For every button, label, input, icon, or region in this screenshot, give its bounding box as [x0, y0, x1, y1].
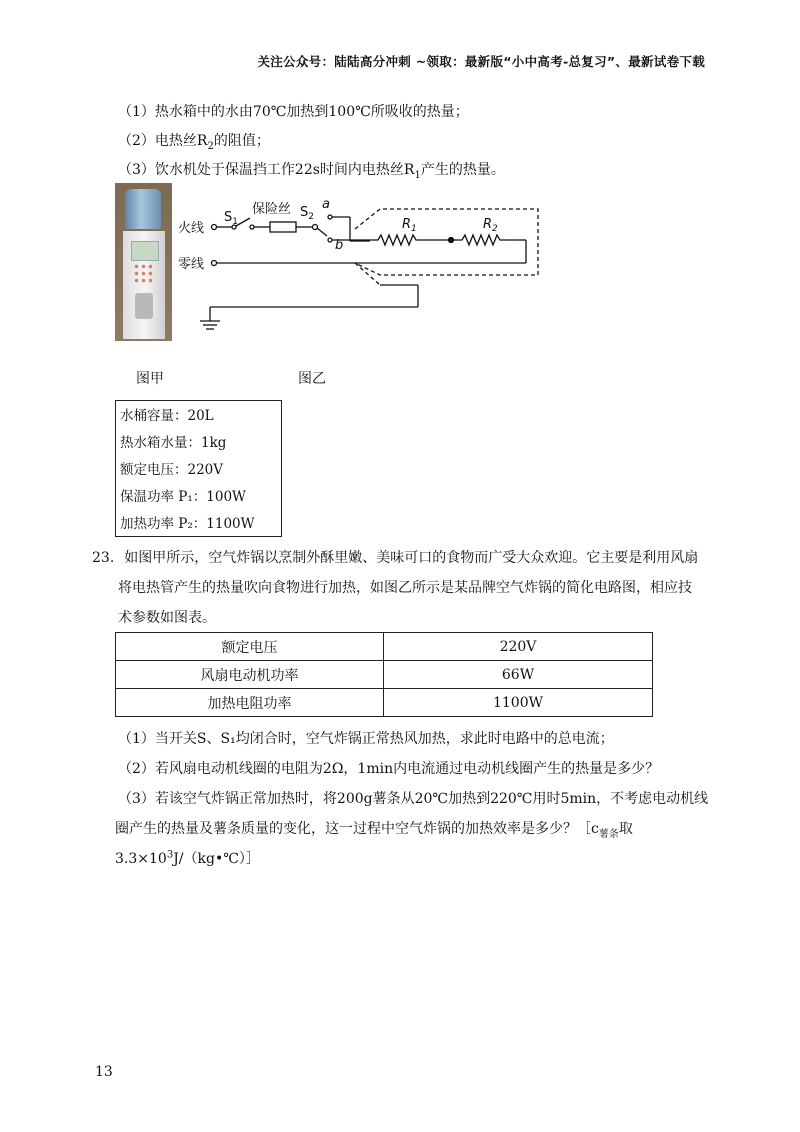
- circuit-diagram: [110, 183, 550, 348]
- q23-sub3-line3: $3.3\times 10^3J/(kg•℃)]$: [115, 849, 260, 867]
- parameter-box: [115, 400, 282, 537]
- q22-sub3: （3）饮水机处于保温挡工作22s时间内电热丝$R_1$产生的热量。: [118, 162, 505, 181]
- q22-sub1: （1）热水箱中的水由70℃加热到100℃所吸收的热量；: [118, 104, 469, 120]
- figure-area: [110, 183, 550, 348]
- table-cell: 220V: [384, 633, 653, 661]
- q23-sub1: （1）当开关S、S₁均闭合时，空气炸锅正常热风加热，求此时电路中的总电流；: [118, 731, 614, 747]
- live-wire-label: 火线: [178, 221, 205, 236]
- q23-sub3-line2: 圈产生的热量及薯条质量的变化，这一过程中空气炸锅的加热效率是多少？$[c_{薯条}$取: [115, 821, 633, 840]
- param-row: 保温功率 P₁：100W: [120, 489, 246, 505]
- contact-a-label: a: [322, 197, 330, 212]
- q23-intro-line1: 23. 如图甲所示，空气炸锅以烹制外酥里嫩、美味可口的食物而广受大众欢迎。它主要是利用风扇: [92, 550, 699, 566]
- switch-s2-label: $S_2$: [300, 205, 314, 222]
- table-cell: 66W: [384, 661, 653, 689]
- table-cell: 额定电压: [116, 633, 384, 661]
- q23-sub3-line1: （3）若该空气炸锅正常加热时，将200g薯条从20℃加热到220℃用时5min，不考虑电动机线: [118, 791, 709, 807]
- q23-intro-line2: 将电热管产生的热量吹向食物进行加热，如图乙所示是某品牌空气炸锅的简化电路图，相应技: [118, 580, 692, 596]
- param-row: 热水箱水量：1kg: [120, 435, 227, 451]
- table-row: [116, 689, 653, 717]
- table-cell: 风扇电动机功率: [116, 661, 384, 689]
- contact-b-label: b: [335, 238, 344, 253]
- r1-label: $R_1$: [402, 217, 417, 234]
- fuse-label: 保险丝: [252, 202, 292, 217]
- param-row: 加热功率 P₂：1100W: [120, 516, 255, 532]
- tech-parameter-table: [115, 632, 653, 717]
- page-header: 关注公众号：陆陆高分冲刺 ~领取：最新版“小中高考-总复习”、最新试卷下载: [257, 54, 705, 69]
- q23-intro-line3: 术参数如图表。: [118, 610, 216, 626]
- figure-yi-label: 图乙: [298, 371, 326, 387]
- param-row: 额定电压：220V: [120, 462, 224, 478]
- neutral-wire-label: 零线: [178, 257, 205, 272]
- q23-sub2: （2）若风扇电动机线圈的电阻为2Ω，1min内电流通过电动机线圈产生的热量是多少？: [118, 761, 660, 777]
- q22-sub2: （2）电热丝$R_2$的阻值；: [118, 133, 270, 152]
- table-row: [116, 633, 653, 661]
- table-row: [116, 661, 653, 689]
- figure-jia-label: 图甲: [136, 371, 164, 387]
- param-row: 水桶容量：20L: [120, 408, 214, 424]
- page-number: 13: [95, 1064, 113, 1080]
- table-cell: 1100W: [384, 689, 653, 717]
- r2-label: $R_2$: [483, 217, 498, 234]
- table-cell: 加热电阻功率: [116, 689, 384, 717]
- switch-s1-label: $S_1$: [224, 210, 238, 227]
